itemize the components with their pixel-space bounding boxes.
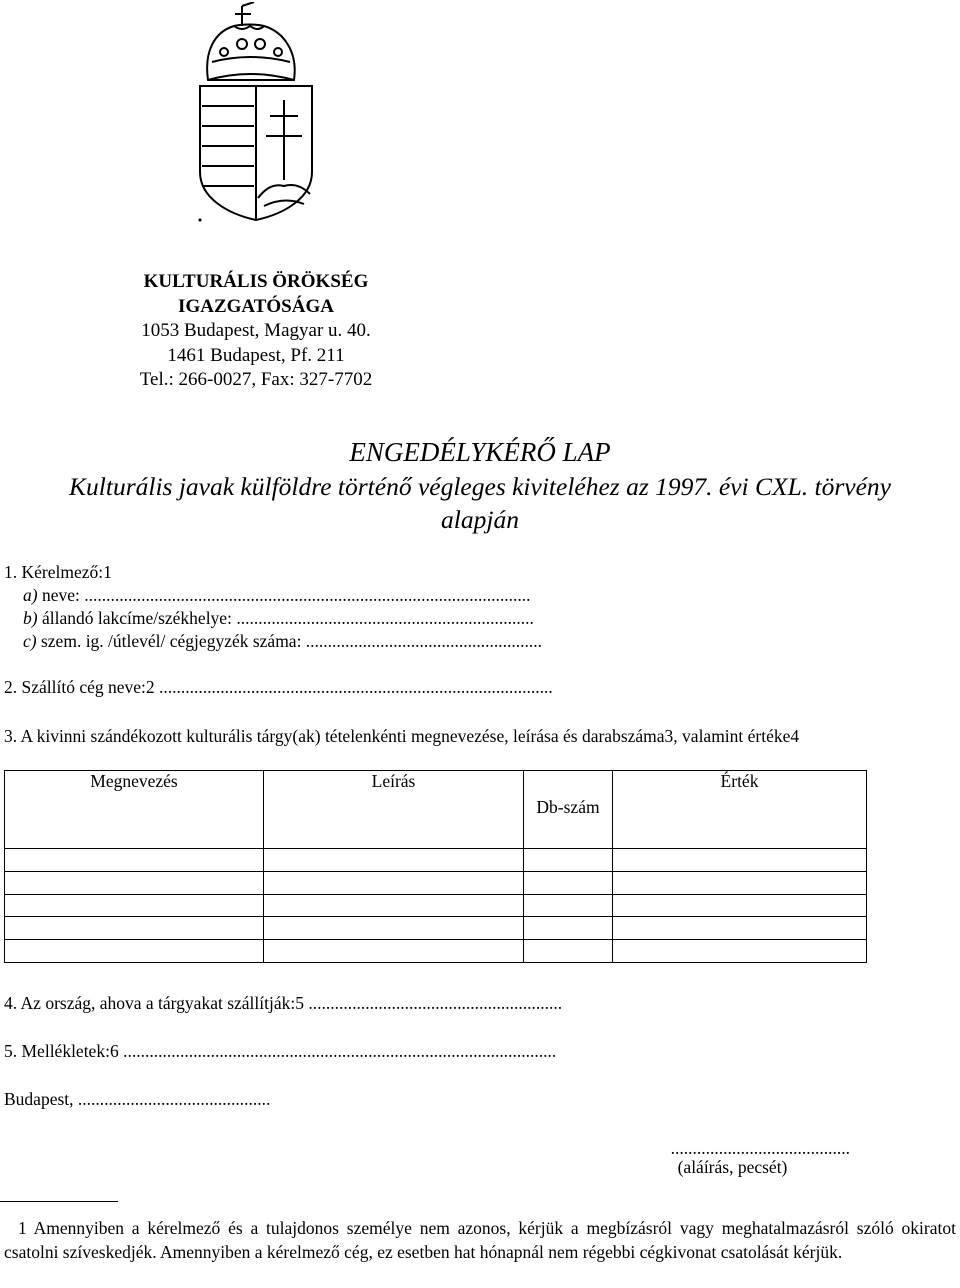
applicant-id-field[interactable] (23, 630, 542, 652)
issuer-po-box: 1461 Budapest, Pf. 211 (167, 344, 345, 366)
signature-label: (aláírás, pecsét) (677, 1157, 788, 1177)
table-row (5, 849, 867, 872)
table-row (5, 917, 867, 940)
table-cell[interactable] (5, 917, 264, 940)
destination-country-field[interactable]: 4. Az ország, ahova a tárgyakat szállítják:5 .......................................................... (4, 993, 563, 1013)
form-subtitle (0, 470, 960, 536)
table-row (5, 871, 867, 894)
table-cell[interactable] (264, 917, 524, 940)
table-cell[interactable] (524, 940, 613, 963)
place-date-field[interactable]: Budapest, ............................................ (4, 1089, 271, 1109)
table-cell[interactable] (5, 849, 264, 872)
item-c-prefix: c) (23, 631, 37, 651)
coat-of-arms-icon (194, 2, 326, 224)
table-cell[interactable] (264, 940, 524, 963)
applicant-name-field[interactable] (23, 584, 530, 606)
table-cell[interactable] (264, 894, 524, 917)
footnote-1: 1 Amennyiben a kérelmező és a tulajdonos személye nem azonos, kérjük a megbízásról vagy meghatalmazásról szóló okiratot csatolni szíveskedjék. Amennyiben a kérelmező cég, ez esetben hat hónapnál nem régebbi cégkivonat csatolását kérjük. (4, 1218, 956, 1262)
issuer-name-line1: KULTURÁLIS ÖRÖKSÉG (143, 271, 369, 292)
applicant-name-label: neve: ...................................................................................................... (37, 585, 531, 605)
form-subtitle-line2: alapján (441, 505, 519, 534)
table-row (5, 894, 867, 917)
table-cell[interactable] (5, 940, 264, 963)
items-heading: 3. A kivinni szándékozott kulturális tárgy(ak) tételenkénti megnevezése, leírása és darabszáma3, valamint értéke4 (4, 726, 800, 746)
table-cell[interactable] (524, 894, 613, 917)
signature-line[interactable]: ......................................... (670, 1138, 850, 1158)
column-header-description: Leírás (264, 771, 524, 849)
table-cell[interactable] (613, 940, 867, 963)
issuer-name-line2: IGAZGATÓSÁGA (178, 295, 334, 317)
table-cell[interactable] (613, 917, 867, 940)
carrier-field[interactable]: 2. Szállító cég neve:2 .......................................................................................... (4, 677, 553, 697)
issuer-phone-fax: Tel.: 266-0027, Fax: 327-7702 (139, 369, 373, 390)
table-cell[interactable] (5, 871, 264, 894)
attachments-field[interactable]: 5. Mellékletek:6 ................................................................................................... (4, 1041, 557, 1061)
table-cell[interactable] (264, 849, 524, 872)
table-cell[interactable] (613, 871, 867, 894)
items-table (4, 770, 867, 963)
applicant-address-field[interactable] (23, 607, 534, 629)
table-row (5, 940, 867, 963)
column-header-value: Érték (613, 771, 867, 849)
item-b-prefix: b) (23, 608, 38, 628)
table-header-row (5, 771, 867, 849)
applicant-address-label: állandó lakcíme/székhelye: .................................................................... (37, 608, 534, 628)
form-title: ENGEDÉLYKÉRŐ LAP (349, 437, 611, 467)
issuer-address: 1053 Budapest, Magyar u. 40. (141, 320, 371, 341)
issuer-block (96, 270, 416, 393)
applicant-heading: 1. Kérelmező:1 (4, 562, 112, 582)
table-cell[interactable] (613, 894, 867, 917)
table-cell[interactable] (264, 871, 524, 894)
column-header-name: Megnevezés (5, 771, 264, 849)
table-cell[interactable] (613, 849, 867, 872)
table-cell[interactable] (5, 894, 264, 917)
footnote-divider (0, 1201, 118, 1202)
table-cell[interactable] (524, 871, 613, 894)
table-cell[interactable] (524, 849, 613, 872)
table-cell[interactable] (524, 917, 613, 940)
item-a-prefix: a) (23, 585, 38, 605)
form-subtitle-line1: Kulturális javak külföldre történő végleges kiviteléhez az 1997. évi CXL. törvény (69, 472, 891, 501)
applicant-id-label: szem. ig. /útlevél/ cégjegyzék száma: ...................................................... (36, 631, 543, 651)
column-header-quantity: Db-szám (524, 771, 613, 849)
